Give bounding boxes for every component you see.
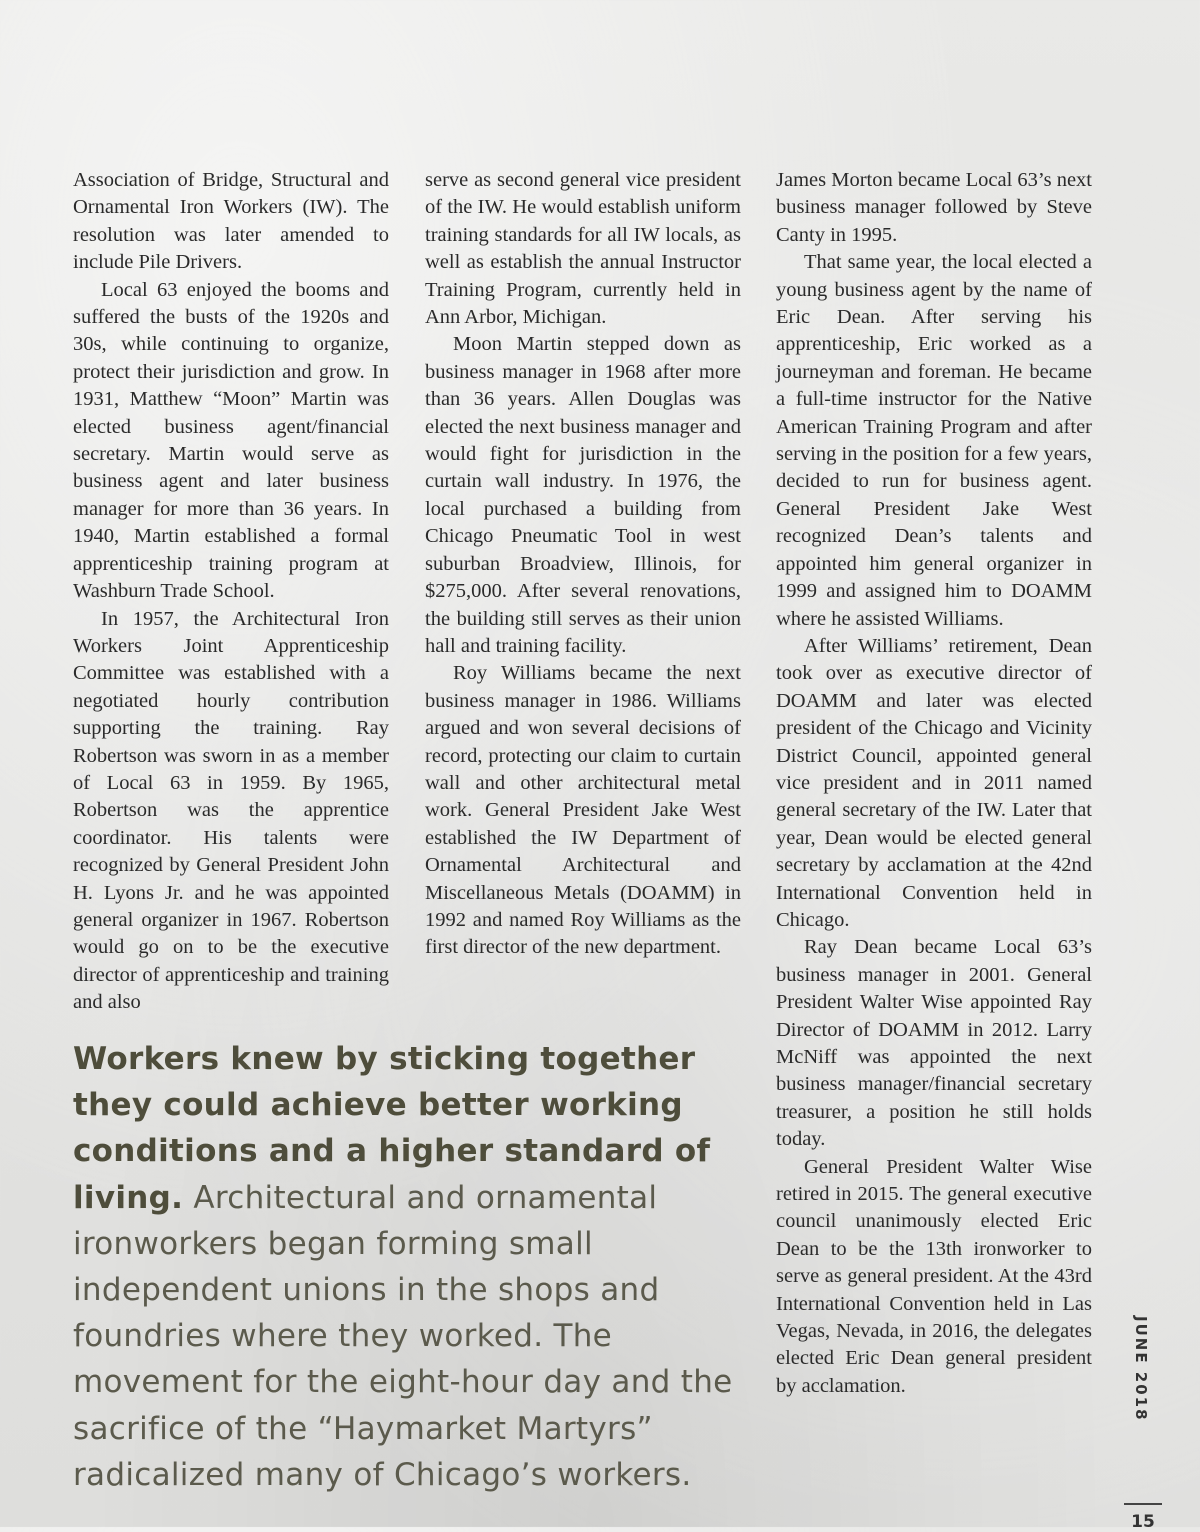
page-number: 15 (1131, 1512, 1155, 1532)
column-2 (425, 167, 741, 962)
paragraph: That same year, the local elected a young business agent by the name of Eric Dean. After serving his apprenticeship, Eric worked as a journeyman and foreman. He became a full-time instructor for the Native American Training Program and after serving in the position for a few years, decided to run for business agent. General President Jake West recognized Dean’s talents and appointed him general organizer in 1999 and assigned him to DOAMM where he assisted Williams. (776, 251, 1092, 630)
pull-quote-body: Architectural and ornamental ironworkers began forming small independent unions in the shops and foundries where they worked. The movement for the eight-hour day and the sacrifice of the “Haymarket Martyrs” radicalized many of Chicago’s workers. (73, 1179, 733, 1493)
pull-quote-lead: Workers knew by sticking together they could achieve better working conditions and a higher standard of living. (73, 1041, 711, 1216)
paragraph: After Williams’ retirement, Dean took over as executive director of DOAMM and later was elected president of the Chicago and Vicinity District Council, appointed general vice president and in 2011 named general secretary of the IW. Later that year, Dean would be elected general secretary by acclamation at the 42nd International Convention held in Chicago. (776, 634, 1092, 931)
paragraph: Association of Bridge, Structural and Ornamental Iron Workers (IW). The resolution was later amended to include Pile Drivers. (73, 169, 389, 274)
paragraph: Roy Williams became the next business manager in 1986. Williams argued and won several decisions of record, protecting our claim to curtain wall and other architectural metal work. General President Jake West established the IW Department of Ornamental Architectural and Miscellaneous Metals (DOAMM) in 1992 and named Roy Williams as the first director of the new department. (425, 662, 741, 959)
paragraph: Ray Dean became Local 63’s business manager in 2001. General President Walter Wise appointed Ray Director of DOAMM in 2012. Larry McNiff was appointed the next business manager/financial secretary treasurer, a position he still holds today. (776, 936, 1092, 1151)
paragraph: In 1957, the Architectural Iron Workers Joint Apprenticeship Committee was established with a negotiated hourly contribution supporting the training. Ray Robertson was sworn in as a member of Local 63 in 1959. By 1965, Robertson was the apprentice coordinator. His talents were recognized by General President John H. Lyons Jr. and he was appointed general organizer in 1967. Robertson would go on to be the executive director of apprenticeship and training and also (73, 607, 389, 1014)
paragraph: General President Walter Wise retired in 2015. The general executive council unanimously elected Eric Dean to be the 13th ironworker to serve as general president. At the 43rd International Convention held in Las Vegas, Nevada, in 2016, the delegates elected Eric Dean general president by acclamation. (776, 1155, 1092, 1397)
paragraph: James Morton became Local 63’s next business manager followed by Steve Canty in 1995. (776, 169, 1092, 246)
paragraph: serve as second general vice president of the IW. He would establish uniform training standards for all IW locals, as well as establish the annual Instructor Training Program, currently held in Ann Arbor, Michigan. (425, 169, 741, 329)
paragraph: Moon Martin stepped down as business manager in 1968 after more than 36 years. Allen Douglas was elected the next business manager and would fight for jurisdiction in the curtain wall industry. In 1976, the local purchased a building from Chicago Pneumatic Tool in west suburban Broadview, Illinois, for $275,000. After several renovations, the building still serves as their union hall and training facility. (425, 333, 741, 657)
paragraph: Local 63 enjoyed the booms and suffered the busts of the 1920s and 30s, while continuing to organize, protect their jurisdiction and grow. In 1931, Matthew “Moon” Martin was elected business agent/financial secretary. Martin would serve as business agent and later business manager for more than 36 years. In 1940, Martin established a formal apprenticeship training program at Washburn Trade School. (73, 278, 389, 603)
issue-date: JUNE 2018 (1132, 1316, 1150, 1422)
column-3 (776, 167, 1092, 1400)
folio-divider (1124, 1503, 1162, 1505)
pull-quote (73, 1036, 753, 1498)
column-1 (73, 167, 389, 1017)
